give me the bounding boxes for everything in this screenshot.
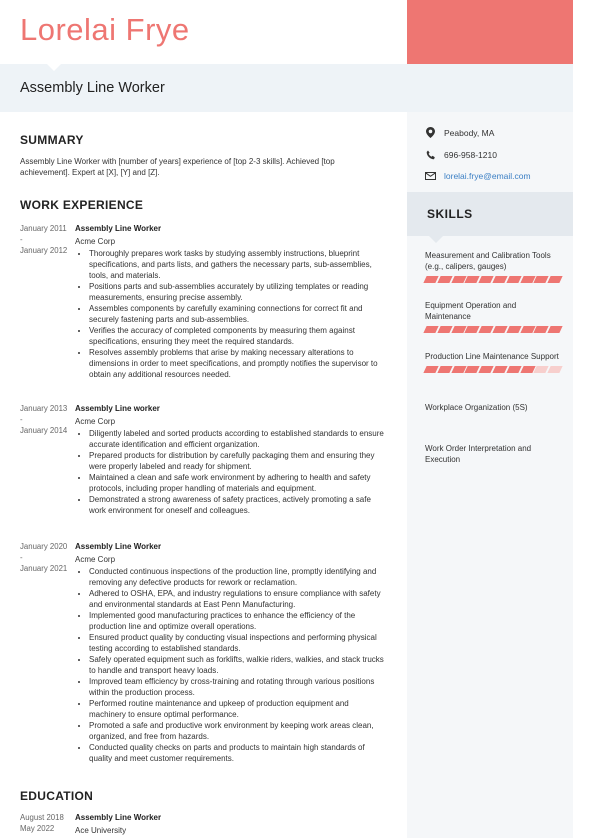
skill-level-bar bbox=[425, 276, 561, 283]
contact-email bbox=[425, 170, 531, 181]
skill-item bbox=[425, 250, 561, 283]
skill-item bbox=[425, 300, 561, 333]
job-title: Assembly Line Worker bbox=[75, 224, 162, 233]
job-bullet: • Positions parts and sub-assemblies accurately by utilizing templates or reading measurements, ensuring precise assembly. bbox=[89, 281, 387, 303]
email-link[interactable]: lorelai.frye@email.com bbox=[444, 170, 531, 181]
job-content bbox=[75, 403, 387, 516]
skill-level-segment bbox=[423, 276, 438, 283]
skill-level-segment bbox=[423, 326, 438, 333]
job-start-date: January 2011 bbox=[20, 224, 67, 233]
skill-level-bar bbox=[425, 326, 561, 333]
education-content bbox=[75, 812, 387, 837]
date-separator: - bbox=[20, 415, 23, 424]
job-bullet: • Maintained a clean and safe work environment by adhering to health and safety protocols, including proper handling of materials and equipment. bbox=[89, 472, 387, 494]
skill-level-segment bbox=[548, 326, 563, 333]
job-bullets bbox=[75, 566, 387, 764]
job-title: Assembly Line worker bbox=[75, 404, 160, 413]
job-dates bbox=[20, 403, 74, 436]
skill-level-segment bbox=[437, 276, 452, 283]
education-title: Assembly Line Worker bbox=[75, 813, 162, 822]
title-band bbox=[0, 64, 407, 112]
skill-level-segment bbox=[492, 326, 507, 333]
skill-name: Equipment Operation and Maintenance bbox=[425, 301, 517, 321]
contact-location bbox=[425, 127, 494, 138]
skill-name: Production Line Maintenance Support bbox=[425, 352, 559, 361]
education-school: Ace University bbox=[75, 826, 127, 835]
job-company: Acme Corp bbox=[75, 555, 116, 564]
title-notch bbox=[46, 63, 62, 71]
job-bullets bbox=[75, 248, 387, 380]
contact-phone bbox=[425, 149, 497, 160]
skill-level-bar bbox=[425, 366, 561, 373]
summary-heading: SUMMARY bbox=[20, 133, 84, 147]
job-bullet: • Demonstrated a strong awareness of safety practices, actively promoting a safe work environment for oneself and colleagues. bbox=[89, 494, 387, 516]
job-bullet: • Improved team efficiency by cross-training and rotating through various positions within the production process. bbox=[89, 676, 387, 698]
job-company: Acme Corp bbox=[75, 237, 116, 246]
job-end-date: January 2014 bbox=[20, 426, 68, 435]
education-end-date: May 2022 bbox=[20, 824, 55, 833]
job-bullet: • Promoted a safe and productive work environment by keeping work areas clean, organized, and free from hazards. bbox=[89, 720, 387, 742]
skill-level-segment bbox=[548, 366, 563, 373]
job-bullet: • Safely operated equipment such as forklifts, walkie riders, walkies, and stack trucks to handle and transport heavy loads. bbox=[89, 654, 387, 676]
location-pin-icon bbox=[425, 127, 436, 138]
job-title: Assembly Line Worker bbox=[75, 542, 162, 551]
job-start-date: January 2013 bbox=[20, 404, 68, 413]
skill-name: Workplace Organization (5S) bbox=[425, 403, 528, 412]
candidate-name: Lorelai Frye bbox=[20, 12, 190, 47]
date-separator: - bbox=[20, 235, 23, 244]
job-bullet: • Adhered to OSHA, EPA, and industry regulations to ensure compliance with safety and environmental standards at East Penn Manufacturing. bbox=[89, 588, 387, 610]
location-text: Peabody, MA bbox=[444, 127, 495, 138]
job-bullet: • Ensured product quality by conducting visual inspections and performing physical testing according to established standards. bbox=[89, 632, 387, 654]
skills-heading: SKILLS bbox=[427, 207, 473, 221]
job-content bbox=[75, 541, 387, 764]
skill-level-segment bbox=[492, 276, 507, 283]
phone-text: 696-958-1210 bbox=[444, 149, 497, 160]
skill-level-segment bbox=[479, 276, 494, 283]
skill-name: Measurement and Calibration Tools (e.g., calipers, gauges) bbox=[425, 251, 551, 271]
job-company: Acme Corp bbox=[75, 417, 116, 426]
job-dates bbox=[20, 223, 74, 256]
summary-text: Assembly Line Worker with [number of years] experience of [top 2-3 skills]. Achieved [top achievement]. Expert at [X], [Y] and [Z]. bbox=[20, 157, 335, 177]
job-start-date: January 2020 bbox=[20, 542, 68, 551]
sidebar-top-band bbox=[407, 64, 573, 112]
header-accent-block bbox=[407, 0, 573, 64]
skills-header-band bbox=[407, 192, 573, 236]
job-bullet: • Verifies the accuracy of completed components by measuring them against specifications, ensuring they meet the required standards. bbox=[89, 325, 387, 347]
job-bullet: • Prepared products for distribution by carefully packaging them and ensuring they were properly labeled and ready for shipment. bbox=[89, 450, 387, 472]
skill-item bbox=[425, 351, 561, 373]
job-bullet: • Assembles components by carefully examining connections for correct fit and securely fastening parts and sub-assemblies. bbox=[89, 303, 387, 325]
skill-level-segment bbox=[506, 276, 521, 283]
job-content bbox=[75, 223, 387, 380]
skill-item bbox=[425, 443, 561, 465]
job-bullet: • Performed routine maintenance and upkeep of production equipment and machinery to ensure optimal performance. bbox=[89, 698, 387, 720]
education-dates bbox=[20, 812, 74, 834]
job-dates bbox=[20, 541, 74, 574]
skill-name: Work Order Interpretation and Execution bbox=[425, 444, 532, 464]
job-bullet: • Diligently labeled and sorted products according to established standards to ensure accurate identification and efficient organization. bbox=[89, 428, 387, 450]
skill-level-segment bbox=[492, 366, 507, 373]
job-end-date: January 2021 bbox=[20, 564, 68, 573]
job-bullets bbox=[75, 428, 387, 516]
skill-level-segment bbox=[548, 276, 563, 283]
job-bullet: • Conducted quality checks on parts and products to maintain high standards of quality and meet customer requirements. bbox=[89, 742, 387, 764]
skill-level-segment bbox=[437, 366, 452, 373]
job-end-date: January 2012 bbox=[20, 246, 68, 255]
job-bullet: • Resolves assembly problems that arise by making necessary alterations to dimensions in order to meet specifications, and promptly notifies the supervisor to obtain any additional resources needed. bbox=[89, 347, 387, 380]
name-header bbox=[0, 0, 407, 64]
experience-heading: WORK EXPERIENCE bbox=[20, 198, 144, 212]
skill-item bbox=[425, 402, 561, 413]
email-icon bbox=[425, 170, 436, 181]
skill-level-segment bbox=[506, 326, 521, 333]
skill-level-segment bbox=[479, 326, 494, 333]
skill-level-segment bbox=[437, 326, 452, 333]
job-bullet: • Thoroughly prepares work tasks by studying assembly instructions, blueprint specifications, and parts lists, and gathers the necessary parts, sub-assemblies, tools, and materials. bbox=[89, 248, 387, 281]
job-bullet: • Conducted continuous inspections of the production line, promptly identifying and removing any defective products for rework or reclamation. bbox=[89, 566, 387, 588]
skill-level-segment bbox=[423, 366, 438, 373]
sidebar bbox=[407, 64, 573, 838]
phone-icon bbox=[425, 149, 436, 160]
job-bullet: • Implemented good manufacturing practices to enhance the efficiency of the production line and optimize overall operations. bbox=[89, 610, 387, 632]
education-start-date: August 2018 bbox=[20, 813, 64, 822]
date-separator: - bbox=[20, 553, 23, 562]
job-title: Assembly Line Worker bbox=[20, 80, 165, 96]
skill-level-segment bbox=[479, 366, 494, 373]
skills-notch bbox=[429, 236, 443, 243]
education-heading: EDUCATION bbox=[20, 789, 94, 803]
skill-level-segment bbox=[506, 366, 521, 373]
